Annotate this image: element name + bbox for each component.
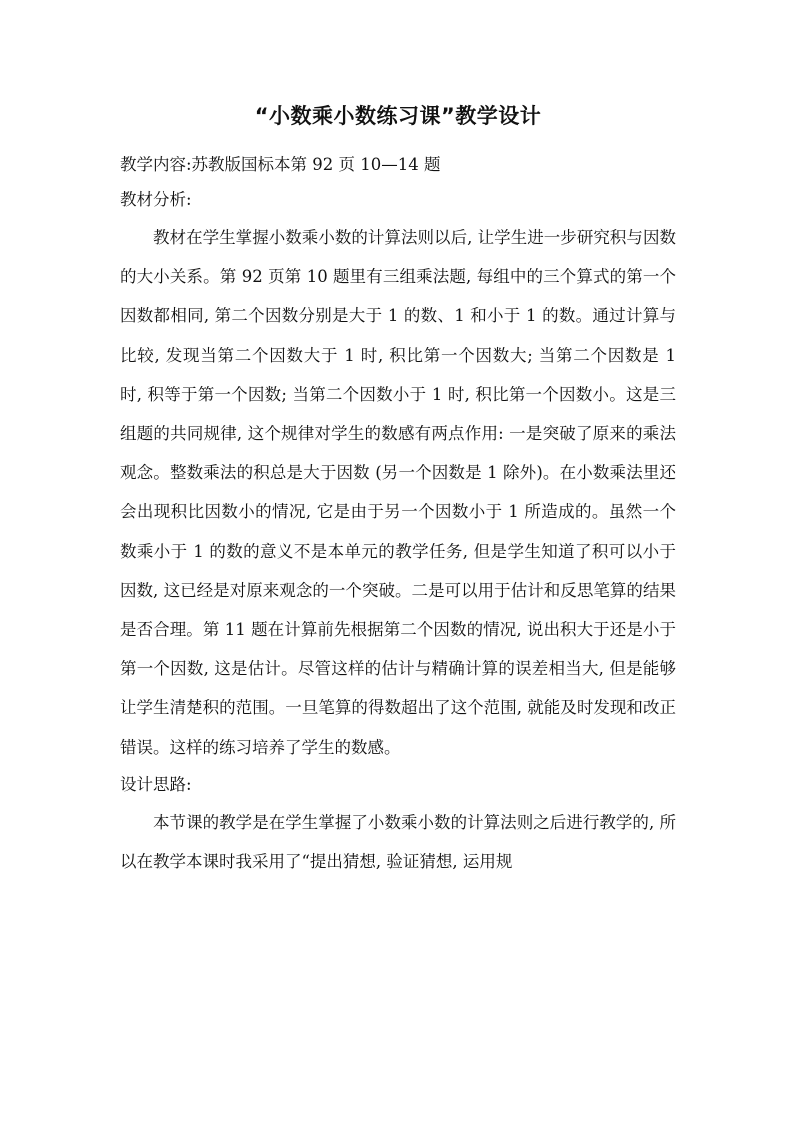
section-heading-textbook-analysis: 教材分析: <box>120 190 192 209</box>
textbook-analysis-paragraph: 教材在学生掌握小数乘小数的计算法则以后, 让学生进一步研究积与因数的大小关系。第 92 页第 10 题里有三组乘法题, 每组中的三个算式的第一个因数都相同, 第二个因数分别是大于 1 的数、1 和小于 1 的数。通过计算与比较, 发现当第二个因数大于 1 时, 积比第一个因数大; 当第二个因数是 1 时, 积等于第一个因数; 当第二个因数小于 1 时, 积比第一个因数小。这是三组题的共同规律, 这个规律对学生的数感有两点作用: 一是突破了原来的乘法观念。整数乘法的积总是大于因数 (另一个因数是 1 除外)。在小数乘法里还会出现积比因数小的情况, 它是由于另一个因数小于 1 所造成的。虽然一个数乘小于 1 的数的意义不是本单元的教学任务, 但是学生知道了积可以小于因数, 这已经是对原来观念的一个突破。二是可以用于估计和反思笔算的结果是否合理。第 11 题在计算前先根据第二个因数的情况, 说出积大于还是小于第一个因数, 这是估计。尽管这样的估计与精确计算的误差相当大, 但是能够让学生清楚积的范围。一旦笔算的得数超出了这个范围, 就能及时发现和改正错误。这样的练习培养了学生的数感。 <box>120 228 676 757</box>
teaching-content-line: 教学内容:苏教版国标本第 92 页 10—14 题 <box>120 155 441 174</box>
document-title: “小数乘小数练习课”教学设计 <box>254 104 542 128</box>
document-page <box>120 96 676 881</box>
design-ideas-paragraph: 本节课的教学是在学生掌握了小数乘小数的计算法则之后进行教学的, 所以在教学本课时我采用了“提出猜想, 验证猜想, 运用规 <box>120 812 676 872</box>
section-heading-design-ideas: 设计思路: <box>120 774 192 794</box>
